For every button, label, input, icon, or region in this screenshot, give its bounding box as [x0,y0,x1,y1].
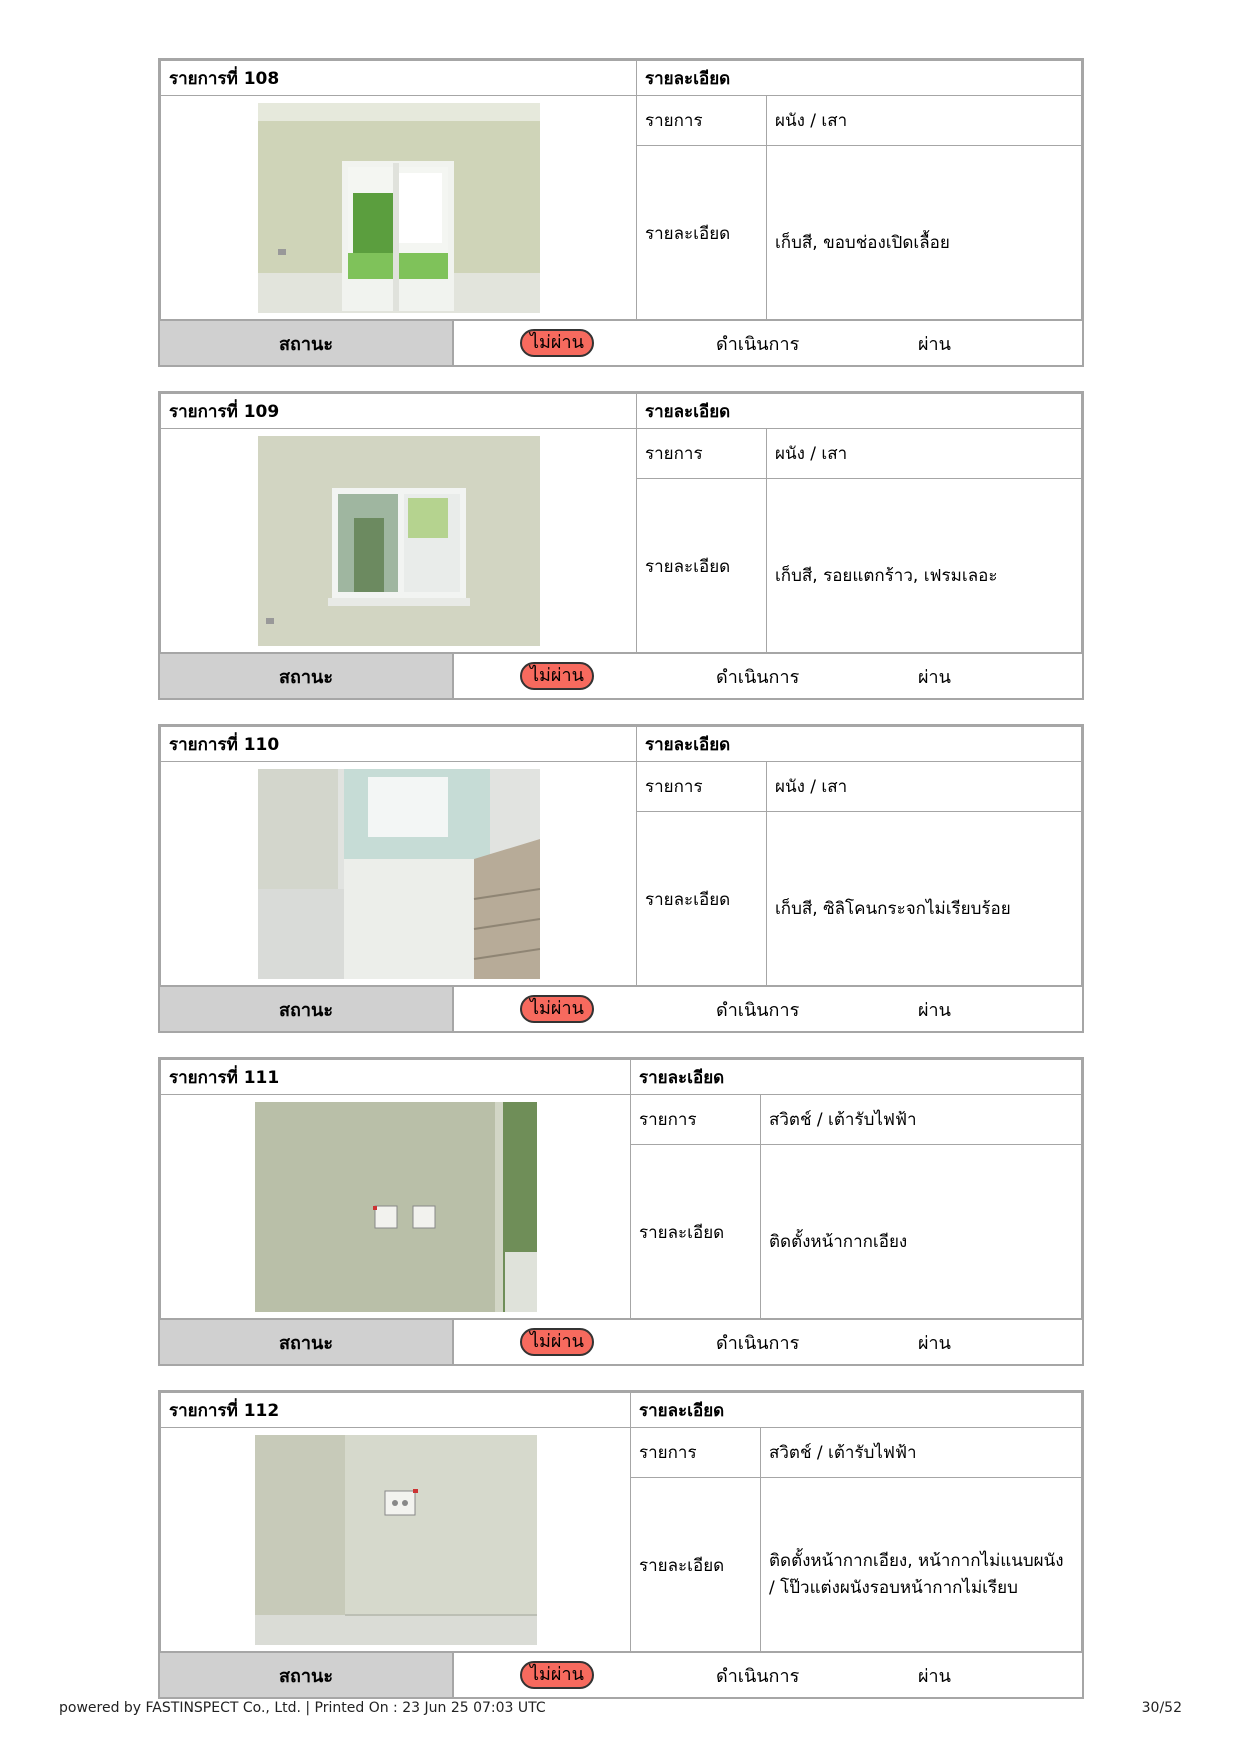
status-fail-option[interactable] [520,1653,594,1697]
photo-cell [161,1095,631,1320]
status-pass-option[interactable]: ผ่าน [918,1665,951,1687]
status-fail-option[interactable] [520,987,594,1031]
status-in-progress-option[interactable]: ดำเนินการ [716,666,800,688]
status-row [160,1651,1082,1697]
status-label: สถานะ [160,654,454,698]
status-row [160,985,1082,1031]
detail-header: รายละเอียด [637,61,1082,96]
stair-glass-photo[interactable] [258,769,540,979]
item-title: รายการที่ 110 [161,727,637,762]
detail-value: เก็บสี, รอยแตกร้าว, เฟรมเลอะ [767,479,1082,654]
status-label: สถานะ [160,987,454,1031]
detail-header: รายละเอียด [637,394,1082,429]
item-title: รายการที่ 109 [161,394,637,429]
status-fail-badge: ไม่ผ่าน [520,662,594,690]
item-value: ผนัง / เสา [767,762,1082,812]
page-number: 30/52 [1141,1700,1182,1716]
detail-label: รายละเอียด [631,1478,761,1653]
status-fail-badge: ไม่ผ่าน [520,1661,594,1689]
status-label: สถานะ [160,321,454,365]
item-value: สวิตช์ / เต้ารับไฟฟ้า [761,1428,1082,1478]
detail-header: รายละเอียด [637,727,1082,762]
item-value: ผนัง / เสา [767,429,1082,479]
footer-credit: powered by FASTINSPECT Co., Ltd. | Printed On : 23 Jun 25 07:03 UTC [59,1700,546,1716]
photo-cell [161,96,637,321]
status-in-progress-option[interactable]: ดำเนินการ [716,1665,800,1687]
status-label: สถานะ [160,1653,454,1697]
status-in-progress-option[interactable]: ดำเนินการ [716,999,800,1021]
photo-cell [161,762,637,987]
status-in-progress-option[interactable]: ดำเนินการ [716,333,800,355]
inspection-item-112 [158,1390,1084,1699]
detail-label: รายละเอียด [631,1145,761,1320]
item-title: รายการที่ 108 [161,61,637,96]
status-fail-badge: ไม่ผ่าน [520,1328,594,1356]
photo-cell [161,429,637,654]
detail-label: รายละเอียด [637,479,767,654]
status-fail-option[interactable] [520,321,594,365]
photo-cell [161,1428,631,1653]
item-value: ผนัง / เสา [767,96,1082,146]
status-pass-option[interactable]: ผ่าน [918,999,951,1021]
inspection-item-109 [158,391,1084,700]
status-row [160,652,1082,698]
status-pass-option[interactable]: ผ่าน [918,1332,951,1354]
status-row [160,1318,1082,1364]
inspection-item-108 [158,58,1084,367]
detail-value: เก็บสี, ขอบช่องเปิดเลื้อย [767,146,1082,321]
status-fail-option[interactable] [520,1320,594,1364]
status-fail-option[interactable] [520,654,594,698]
status-row [160,319,1082,365]
detail-header: รายละเอียด [631,1060,1082,1095]
detail-value: ติดตั้งหน้ากากเอียง [761,1145,1082,1320]
item-label: รายการ [637,762,767,812]
window-photo[interactable] [258,436,540,646]
detail-value: ติดตั้งหน้ากากเอียง, หน้ากากไม่แนบผนัง / โป๊วแต่งผนังรอบหน้ากากไม่เรียบ [761,1478,1082,1653]
inspection-item-110 [158,724,1084,1033]
status-fail-badge: ไม่ผ่าน [520,329,594,357]
status-label: สถานะ [160,1320,454,1364]
item-title: รายการที่ 112 [161,1393,631,1428]
status-pass-option[interactable]: ผ่าน [918,666,951,688]
item-value: สวิตช์ / เต้ารับไฟฟ้า [761,1095,1082,1145]
sliding-door-photo[interactable] [258,103,540,313]
socket-photo[interactable] [255,1435,537,1645]
detail-label: รายละเอียด [637,812,767,987]
detail-label: รายละเอียด [637,146,767,321]
switch-panel-photo[interactable] [255,1102,537,1312]
item-label: รายการ [631,1095,761,1145]
inspection-item-111 [158,1057,1084,1366]
detail-value: เก็บสี, ซิลิโคนกระจกไม่เรียบร้อย [767,812,1082,987]
status-in-progress-option[interactable]: ดำเนินการ [716,1332,800,1354]
status-pass-option[interactable]: ผ่าน [918,333,951,355]
item-label: รายการ [637,96,767,146]
detail-header: รายละเอียด [631,1393,1082,1428]
item-label: รายการ [631,1428,761,1478]
item-label: รายการ [637,429,767,479]
status-fail-badge: ไม่ผ่าน [520,995,594,1023]
item-title: รายการที่ 111 [161,1060,631,1095]
